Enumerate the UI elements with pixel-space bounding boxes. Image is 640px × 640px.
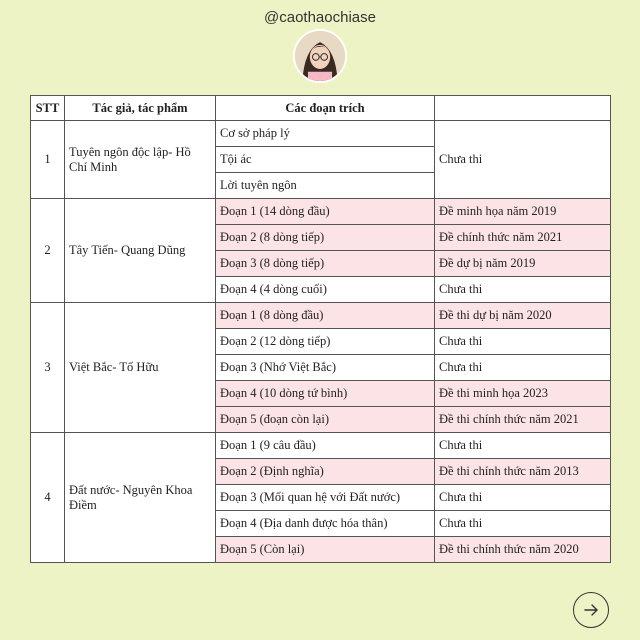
work-cell: Tây Tiến- Quang Dũng [65, 199, 216, 303]
header-exam [435, 96, 611, 121]
exam-cell: Chưa thi [435, 433, 611, 459]
arrow-right-icon [582, 601, 600, 619]
exam-cell: Đề thi chính thức năm 2021 [435, 407, 611, 433]
excerpt-cell: Đoạn 2 (Định nghĩa) [216, 459, 435, 485]
excerpt-cell: Đoạn 1 (9 câu đầu) [216, 433, 435, 459]
exam-cell: Đề dự bị năm 2019 [435, 251, 611, 277]
exam-cell: Đề thi minh họa 2023 [435, 381, 611, 407]
exam-cell: Chưa thi [435, 485, 611, 511]
excerpt-table [30, 95, 611, 563]
excerpt-cell: Đoạn 4 (10 dòng tứ bình) [216, 381, 435, 407]
excerpt-cell: Đoạn 4 (Địa danh được hóa thân) [216, 511, 435, 537]
profile-photo [295, 31, 345, 81]
excerpt-cell: Đoạn 5 (Còn lại) [216, 537, 435, 563]
excerpt-cell: Đoạn 1 (8 dòng đầu) [216, 303, 435, 329]
excerpt-cell: Đoạn 3 (8 dòng tiếp) [216, 251, 435, 277]
table-row [31, 121, 611, 147]
avatar[interactable] [293, 29, 347, 83]
stt-cell: 1 [31, 121, 65, 199]
table-row [31, 303, 611, 329]
work-cell: Đất nước- Nguyên Khoa Điềm [65, 433, 216, 563]
stt-cell: 4 [31, 433, 65, 563]
exam-cell: Chưa thi [435, 277, 611, 303]
account-handle: @caothaochiase [264, 9, 376, 26]
exam-cell: Chưa thi [435, 355, 611, 381]
stt-cell: 3 [31, 303, 65, 433]
exam-cell: Đề thi chính thức năm 2013 [435, 459, 611, 485]
exam-cell: Đề thi dự bị năm 2020 [435, 303, 611, 329]
work-cell: Việt Bắc- Tố Hữu [65, 303, 216, 433]
excerpt-cell: Đoạn 5 (đoạn còn lại) [216, 407, 435, 433]
exam-cell: Chưa thi [435, 329, 611, 355]
table-header-row [31, 96, 611, 121]
excerpt-cell: Tội ác [216, 147, 435, 173]
exam-cell: Đề thi chính thức năm 2020 [435, 537, 611, 563]
next-button[interactable] [573, 592, 609, 628]
excerpt-cell: Lời tuyên ngôn [216, 173, 435, 199]
table-row [31, 199, 611, 225]
header-work: Tác giả, tác phẩm [65, 96, 216, 121]
work-cell: Tuyên ngôn độc lập- Hồ Chí Minh [65, 121, 216, 199]
stt-cell: 2 [31, 199, 65, 303]
excerpt-cell: Đoạn 3 (Mối quan hệ với Đất nước) [216, 485, 435, 511]
excerpt-cell: Đoạn 3 (Nhớ Việt Bắc) [216, 355, 435, 381]
table-row [31, 433, 611, 459]
exam-cell: Đề chính thức năm 2021 [435, 225, 611, 251]
exam-cell: Chưa thi [435, 121, 611, 199]
header-stt: STT [31, 96, 65, 121]
excerpt-cell: Cơ sở pháp lý [216, 121, 435, 147]
exam-cell: Chưa thi [435, 511, 611, 537]
excerpt-cell: Đoạn 4 (4 dòng cuối) [216, 277, 435, 303]
excerpt-cell: Đoạn 2 (12 dòng tiếp) [216, 329, 435, 355]
header-excerpts: Các đoạn trích [216, 96, 435, 121]
excerpt-cell: Đoạn 1 (14 dòng đầu) [216, 199, 435, 225]
exam-cell: Đề minh họa năm 2019 [435, 199, 611, 225]
excerpt-cell: Đoạn 2 (8 dòng tiếp) [216, 225, 435, 251]
